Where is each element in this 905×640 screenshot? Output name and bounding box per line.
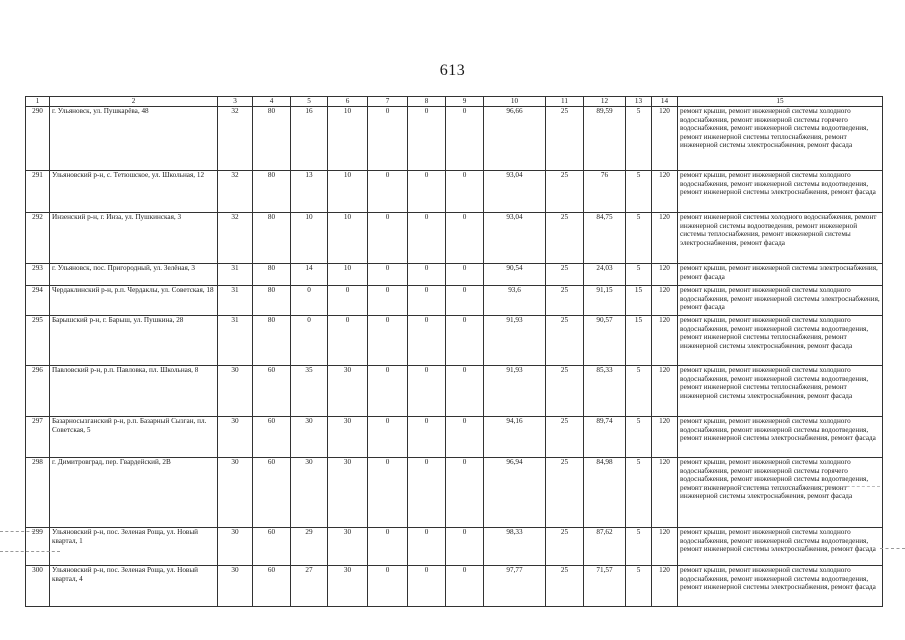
row-col11: 25 xyxy=(546,107,584,171)
table-body xyxy=(26,107,883,607)
table-row xyxy=(26,528,883,566)
row-col14: 120 xyxy=(652,566,678,607)
row-number: 291 xyxy=(26,171,50,213)
row-number: 294 xyxy=(26,286,50,316)
row-col10: 97,77 xyxy=(484,566,546,607)
row-col9: 0 xyxy=(446,264,484,286)
scan-artifact-line xyxy=(0,531,40,532)
row-col11: 25 xyxy=(546,458,584,528)
row-col3: 30 xyxy=(218,417,253,458)
row-works: ремонт крыши, ремонт инженерной системы холодного водоснабжения, ремонт инженерной системы горячего водоснабжения, ремонт инженерной системы водоотведения, ремонт инженерной системы теплоснабжения, ремонт инженерной системы электроснабжения, ремонт фасада xyxy=(678,458,883,528)
row-col13: 5 xyxy=(626,213,652,264)
row-col7: 0 xyxy=(368,417,408,458)
row-col9: 0 xyxy=(446,286,484,316)
row-col9: 0 xyxy=(446,316,484,366)
row-number: 292 xyxy=(26,213,50,264)
row-address: г. Ульяновск, пос. Пригородный, ул. Зелёная, 3 xyxy=(50,264,218,286)
row-number: 300 xyxy=(26,566,50,607)
row-col11: 25 xyxy=(546,213,584,264)
row-col11: 25 xyxy=(546,528,584,566)
table-row xyxy=(26,566,883,607)
row-works: ремонт инженерной системы холодного водоснабжения, ремонт инженерной системы водоотведения, ремонт инженерной системы теплоснабжения, ремонт инженерной системы электроснабжения, ремонт фасада xyxy=(678,213,883,264)
row-col3: 31 xyxy=(218,264,253,286)
row-col6: 30 xyxy=(328,417,368,458)
row-col7: 0 xyxy=(368,107,408,171)
row-col14: 120 xyxy=(652,366,678,417)
col-header: 4 xyxy=(253,97,291,107)
table-row xyxy=(26,264,883,286)
col-header: 13 xyxy=(626,97,652,107)
row-col11: 25 xyxy=(546,366,584,417)
row-address: Ульяновский р-н, с. Тетюшское, ул. Школьная, 12 xyxy=(50,171,218,213)
row-col7: 0 xyxy=(368,171,408,213)
row-col8: 0 xyxy=(408,458,446,528)
row-col4: 80 xyxy=(253,213,291,264)
row-address: Ульяновский р-н, пос. Зеленая Роща, ул. Новый квартал, 1 xyxy=(50,528,218,566)
col-header: 1 xyxy=(26,97,50,107)
row-col12: 85,33 xyxy=(584,366,626,417)
row-col13: 15 xyxy=(626,286,652,316)
row-col13: 15 xyxy=(626,316,652,366)
table-row xyxy=(26,316,883,366)
header-row xyxy=(26,97,883,107)
table-row xyxy=(26,107,883,171)
row-col4: 80 xyxy=(253,107,291,171)
row-col5: 0 xyxy=(291,316,328,366)
row-col3: 30 xyxy=(218,566,253,607)
row-number: 290 xyxy=(26,107,50,171)
row-col12: 24,03 xyxy=(584,264,626,286)
row-col9: 0 xyxy=(446,528,484,566)
row-col7: 0 xyxy=(368,528,408,566)
col-header: 9 xyxy=(446,97,484,107)
row-col13: 5 xyxy=(626,417,652,458)
col-header: 6 xyxy=(328,97,368,107)
row-works: ремонт крыши, ремонт инженерной системы холодного водоснабжения, ремонт инженерной системы водоотведения, ремонт инженерной системы теплоснабжения, ремонт инженерной системы электроснабжения, ремонт фасада xyxy=(678,316,883,366)
row-col13: 5 xyxy=(626,566,652,607)
row-col3: 30 xyxy=(218,528,253,566)
row-col10: 91,93 xyxy=(484,366,546,417)
row-col10: 96,94 xyxy=(484,458,546,528)
row-col8: 0 xyxy=(408,528,446,566)
row-col3: 31 xyxy=(218,286,253,316)
row-col4: 80 xyxy=(253,264,291,286)
row-works: ремонт крыши, ремонт инженерной системы холодного водоснабжения, ремонт инженерной системы водоотведения, ремонт инженерной системы теплоснабжения, ремонт инженерной системы электроснабжения, ремонт фасада xyxy=(678,366,883,417)
row-number: 296 xyxy=(26,366,50,417)
row-col11: 25 xyxy=(546,417,584,458)
row-address: г. Димитровград, пер. Гвардейский, 2В xyxy=(50,458,218,528)
row-address: Ульяновский р-н, пос. Зеленая Роща, ул. Новый квартал, 4 xyxy=(50,566,218,607)
table-row xyxy=(26,366,883,417)
row-col5: 10 xyxy=(291,213,328,264)
row-col8: 0 xyxy=(408,417,446,458)
row-col4: 60 xyxy=(253,528,291,566)
row-col13: 5 xyxy=(626,366,652,417)
row-col12: 90,57 xyxy=(584,316,626,366)
scan-artifact-line xyxy=(0,551,60,552)
row-col14: 120 xyxy=(652,316,678,366)
row-col6: 10 xyxy=(328,171,368,213)
table-row xyxy=(26,213,883,264)
row-col8: 0 xyxy=(408,171,446,213)
row-works: ремонт крыши, ремонт инженерной системы холодного водоснабжения, ремонт инженерной системы водоотведения, ремонт инженерной системы электроснабжения, ремонт фасада xyxy=(678,566,883,607)
row-col12: 84,98 xyxy=(584,458,626,528)
row-col8: 0 xyxy=(408,264,446,286)
row-col14: 120 xyxy=(652,417,678,458)
row-col6: 30 xyxy=(328,528,368,566)
row-works: ремонт крыши, ремонт инженерной системы холодного водоснабжения, ремонт инженерной системы водоотведения, ремонт инженерной системы электроснабжения, ремонт фасада xyxy=(678,528,883,566)
row-col4: 60 xyxy=(253,566,291,607)
row-col3: 31 xyxy=(218,316,253,366)
row-col3: 32 xyxy=(218,107,253,171)
row-col3: 32 xyxy=(218,213,253,264)
row-col6: 0 xyxy=(328,286,368,316)
row-col5: 27 xyxy=(291,566,328,607)
col-header: 3 xyxy=(218,97,253,107)
row-col12: 89,74 xyxy=(584,417,626,458)
row-works: ремонт крыши, ремонт инженерной системы холодного водоснабжения, ремонт инженерной системы электроснабжения, ремонт фасада xyxy=(678,286,883,316)
row-col12: 84,75 xyxy=(584,213,626,264)
row-address: Базарносызганский р-н, р.п. Базарный Сызган, пл. Советская, 5 xyxy=(50,417,218,458)
row-col4: 80 xyxy=(253,171,291,213)
scan-artifact-line xyxy=(880,548,905,549)
row-number: 297 xyxy=(26,417,50,458)
row-col6: 30 xyxy=(328,566,368,607)
row-number: 295 xyxy=(26,316,50,366)
row-col10: 93,04 xyxy=(484,171,546,213)
col-header: 12 xyxy=(584,97,626,107)
row-col7: 0 xyxy=(368,286,408,316)
row-col11: 25 xyxy=(546,316,584,366)
row-col12: 76 xyxy=(584,171,626,213)
scan-artifact-line xyxy=(680,486,880,487)
row-works: ремонт крыши, ремонт инженерной системы холодного водоснабжения, ремонт инженерной системы водоотведения, ремонт инженерной системы электроснабжения, ремонт фасада xyxy=(678,171,883,213)
row-col9: 0 xyxy=(446,458,484,528)
row-works: ремонт крыши, ремонт инженерной системы холодного водоснабжения, ремонт инженерной системы горячего водоснабжения, ремонт инженерной системы водоотведения, ремонт инженерной системы теплоснабжения, ремонт инженерной системы электроснабжения, ремонт фасада xyxy=(678,107,883,171)
row-col6: 0 xyxy=(328,316,368,366)
page-number: 613 xyxy=(439,62,466,79)
col-header: 8 xyxy=(408,97,446,107)
row-col9: 0 xyxy=(446,213,484,264)
row-col5: 14 xyxy=(291,264,328,286)
row-col10: 93,04 xyxy=(484,213,546,264)
row-col9: 0 xyxy=(446,417,484,458)
row-col6: 30 xyxy=(328,366,368,417)
row-col12: 91,15 xyxy=(584,286,626,316)
row-col11: 25 xyxy=(546,264,584,286)
table-row xyxy=(26,417,883,458)
row-col7: 0 xyxy=(368,213,408,264)
col-header: 11 xyxy=(546,97,584,107)
row-col11: 25 xyxy=(546,566,584,607)
row-col10: 90,54 xyxy=(484,264,546,286)
col-header: 2 xyxy=(50,97,218,107)
row-number: 293 xyxy=(26,264,50,286)
row-col8: 0 xyxy=(408,566,446,607)
row-col10: 96,66 xyxy=(484,107,546,171)
row-col5: 0 xyxy=(291,286,328,316)
col-header: 14 xyxy=(652,97,678,107)
row-col7: 0 xyxy=(368,566,408,607)
row-col4: 80 xyxy=(253,286,291,316)
row-col5: 30 xyxy=(291,458,328,528)
row-col3: 30 xyxy=(218,458,253,528)
row-col13: 5 xyxy=(626,264,652,286)
registry-table xyxy=(25,96,883,607)
row-address: Барышский р-н, г. Барыш, ул. Пушкина, 28 xyxy=(50,316,218,366)
row-address: Павловский р-н, р.п. Павловка, пл. Школьная, 8 xyxy=(50,366,218,417)
row-col10: 94,16 xyxy=(484,417,546,458)
row-col10: 98,33 xyxy=(484,528,546,566)
row-col8: 0 xyxy=(408,213,446,264)
table-row xyxy=(26,171,883,213)
row-col4: 80 xyxy=(253,316,291,366)
row-works: ремонт крыши, ремонт инженерной системы холодного водоснабжения, ремонт инженерной системы водоотведения, ремонт инженерной системы электроснабжения, ремонт фасада xyxy=(678,417,883,458)
row-col4: 60 xyxy=(253,366,291,417)
row-col8: 0 xyxy=(408,366,446,417)
table-row xyxy=(26,286,883,316)
row-col14: 120 xyxy=(652,264,678,286)
row-col13: 5 xyxy=(626,458,652,528)
row-number: 299 xyxy=(26,528,50,566)
row-col13: 5 xyxy=(626,171,652,213)
row-col5: 16 xyxy=(291,107,328,171)
row-col12: 89,59 xyxy=(584,107,626,171)
row-col9: 0 xyxy=(446,366,484,417)
col-header: 7 xyxy=(368,97,408,107)
row-col4: 60 xyxy=(253,417,291,458)
row-col3: 32 xyxy=(218,171,253,213)
row-col14: 120 xyxy=(652,528,678,566)
col-header: 10 xyxy=(484,97,546,107)
table-row xyxy=(26,458,883,528)
row-col6: 30 xyxy=(328,458,368,528)
row-col14: 120 xyxy=(652,458,678,528)
row-col14: 120 xyxy=(652,107,678,171)
col-header: 15 xyxy=(678,97,883,107)
row-col5: 30 xyxy=(291,417,328,458)
row-col7: 0 xyxy=(368,458,408,528)
row-col8: 0 xyxy=(408,316,446,366)
row-col4: 60 xyxy=(253,458,291,528)
row-col9: 0 xyxy=(446,107,484,171)
row-col5: 29 xyxy=(291,528,328,566)
row-works: ремонт крыши, ремонт инженерной системы электроснабжения, ремонт фасада xyxy=(678,264,883,286)
row-address: Инзенский р-н, г. Инза, ул. Пушкинская, 3 xyxy=(50,213,218,264)
row-col13: 5 xyxy=(626,528,652,566)
row-col14: 120 xyxy=(652,213,678,264)
row-col5: 13 xyxy=(291,171,328,213)
row-col14: 120 xyxy=(652,171,678,213)
row-col5: 35 xyxy=(291,366,328,417)
row-col6: 10 xyxy=(328,264,368,286)
row-col14: 120 xyxy=(652,286,678,316)
row-col10: 93,6 xyxy=(484,286,546,316)
row-col7: 0 xyxy=(368,316,408,366)
row-col11: 25 xyxy=(546,171,584,213)
row-col6: 10 xyxy=(328,107,368,171)
row-col7: 0 xyxy=(368,264,408,286)
row-col11: 25 xyxy=(546,286,584,316)
row-col8: 0 xyxy=(408,286,446,316)
row-col12: 87,62 xyxy=(584,528,626,566)
row-col13: 5 xyxy=(626,107,652,171)
row-col6: 10 xyxy=(328,213,368,264)
row-col12: 71,57 xyxy=(584,566,626,607)
col-header: 5 xyxy=(291,97,328,107)
row-address: г. Ульяновск, ул. Пушкарёва, 48 xyxy=(50,107,218,171)
row-col3: 30 xyxy=(218,366,253,417)
row-col9: 0 xyxy=(446,566,484,607)
row-address: Чердаклинский р-н, р.п. Чердаклы, ул. Советская, 18 xyxy=(50,286,218,316)
row-col7: 0 xyxy=(368,366,408,417)
row-col9: 0 xyxy=(446,171,484,213)
row-col10: 91,93 xyxy=(484,316,546,366)
row-col8: 0 xyxy=(408,107,446,171)
row-number: 298 xyxy=(26,458,50,528)
